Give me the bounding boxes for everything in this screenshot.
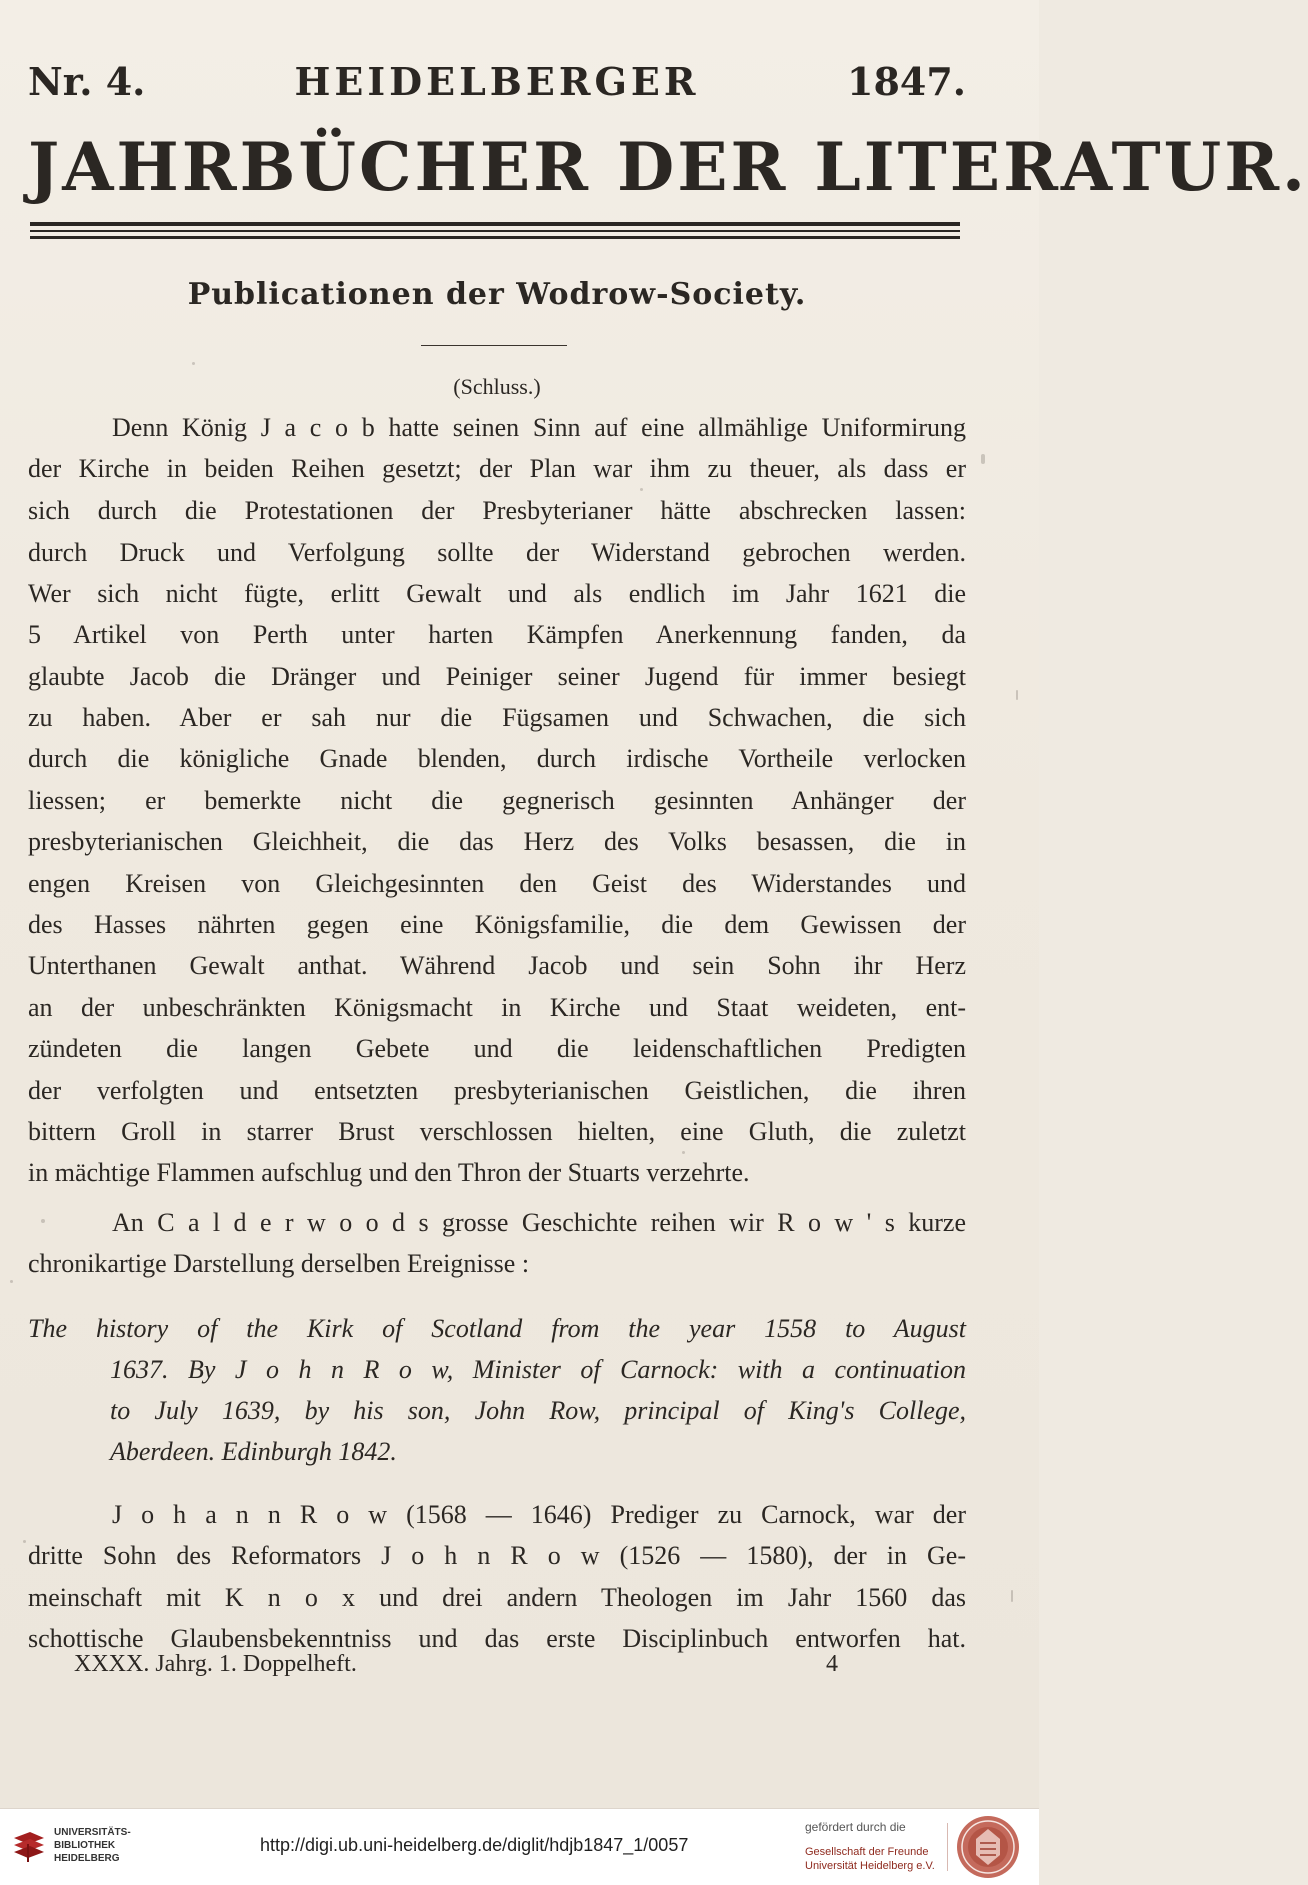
paragraph-three-line: meinschaft mit K n o x und drei andern Theologen im Jahr 1560 das: [28, 1583, 966, 1612]
body-line: durch Druck und Verfolgung sollte der Widerstand gebrochen werden.: [28, 538, 966, 567]
body-line: an der unbeschränkten Königsmacht in Kirche und Staat weideten, ent-: [28, 993, 966, 1022]
paper-speck: [41, 1219, 45, 1223]
sponsor-caption: gefördert durch die: [805, 1820, 906, 1834]
body-line: zu haben. Aber er sah nur die Fügsamen und Schwachen, die sich: [28, 703, 966, 732]
sponsor-name-line: Universität Heidelberg e.V.: [805, 1860, 935, 1872]
paragraph-three-line: J o h a n n R o w (1568 — 1646) Prediger zu Carnock, war der: [112, 1500, 966, 1529]
section-divider: [421, 345, 567, 346]
volume-label: XXXX. Jahrg. 1. Doppelheft.: [74, 1651, 357, 1677]
citation-line: 1637. By J o h n R o w, Minister of Carnock: with a continuation: [110, 1355, 966, 1384]
paragraph-two-line: An C a l d e r w o o d s grosse Geschichte reihen wir R o w ' s kurze: [112, 1208, 966, 1237]
body-line: bittern Groll in starrer Brust verschlossen hielten, eine Gluth, die zuletzt: [28, 1117, 966, 1146]
section-title: Publicationen der Wodrow-Society.: [187, 277, 807, 312]
library-name-line: HEIDELBERG: [54, 1853, 120, 1864]
page-footer: [74, 1646, 924, 1682]
paper-speck: [640, 488, 643, 491]
paper-speck: [1016, 690, 1018, 700]
paper-speck: [981, 454, 985, 464]
library-name-line: BIBLIOTHEK: [54, 1840, 116, 1851]
body-line: glaubte Jacob die Dränger und Peiniger seiner Jugend für immer besiegt: [28, 662, 966, 691]
body-line: in mächtige Flammen aufschlug und den Thron der Stuarts verzehrte.: [28, 1158, 750, 1187]
body-line: sich durch die Protestationen der Presbyterianer hätte abschrecken lassen:: [28, 496, 966, 525]
body-line: engen Kreisen von Gleichgesinnten den Geist des Widerstandes und: [28, 869, 966, 898]
body-line: der Kirche in beiden Reihen gesetzt; der Plan war ihm zu theuer, als dass er: [28, 454, 966, 483]
paper-speck: [23, 1540, 26, 1543]
issue-number: Nr. 4.: [28, 59, 146, 104]
body-line: 5 Artikel von Perth unter harten Kämpfen Anerkennung fanden, da: [28, 620, 966, 649]
body-line: liessen; er bemerkte nicht die gegnerisch gesinnten Anhänger der: [28, 786, 966, 815]
paper-speck: [1011, 1590, 1013, 1602]
sponsor-name-line: Gesellschaft der Freunde: [805, 1846, 929, 1858]
paper-speck: [232, 420, 234, 422]
continued-note: (Schluss.): [453, 374, 541, 399]
page-number: 4: [826, 1651, 838, 1677]
masthead-top: [28, 58, 966, 106]
body-line: Wer sich nicht fügte, erlitt Gewalt und als endlich im Jahr 1621 die: [28, 579, 966, 608]
library-name: [54, 1826, 184, 1865]
header-rule-middle: [30, 230, 960, 232]
citation-line: The history of the Kirk of Scotland from the year 1558 to August: [28, 1314, 966, 1343]
sponsor-block: [805, 1809, 1039, 1885]
book-stack-icon: [10, 1828, 48, 1866]
paper-speck: [192, 362, 195, 365]
body-line: zündeten die langen Gebete und die leidenschaftlichen Predigten: [28, 1034, 966, 1063]
body-line: Denn König J a c o b hatte seinen Sinn auf eine allmählige Uniformirung: [112, 413, 966, 442]
digitization-banner: [0, 1808, 1039, 1885]
citation-line: to July 1639, by his son, John Row, principal of King's College,: [110, 1396, 966, 1425]
university-seal-icon: [954, 1813, 1022, 1881]
body-line: der verfolgten und entsetzten presbyterianischen Geistlichen, die ihren: [28, 1076, 966, 1105]
sponsor-divider: [947, 1823, 948, 1871]
library-logo: [0, 1809, 190, 1885]
body-line: presbyterianischen Gleichheit, die das Herz des Volks besassen, die in: [28, 827, 966, 856]
journal-series: HEIDELBERGER: [294, 59, 700, 104]
paragraph-two-line: chronikartige Darstellung derselben Ereignisse :: [28, 1249, 530, 1278]
source-url[interactable]: http://digi.ub.uni-heidelberg.de/diglit/hdjb1847_1/0057: [260, 1835, 689, 1855]
body-line: Unterthanen Gewalt anthat. Während Jacob und sein Sohn ihr Herz: [28, 951, 966, 980]
paper-speck: [682, 1151, 685, 1154]
journal-title: JAHRBÜCHER DER LITERATUR.: [28, 128, 1308, 206]
body-line: des Hasses nährten gegen eine Königsfamilie, die dem Gewissen der: [28, 910, 966, 939]
library-name-line: UNIVERSITÄTS-: [54, 1827, 131, 1838]
paragraph-three-line: schottische Glaubensbekenntniss und das erste Disciplinbuch entworfen hat.: [28, 1624, 966, 1653]
header-rule-bottom: [30, 236, 960, 239]
paper-speck: [10, 1280, 13, 1283]
body-line: durch die königliche Gnade blenden, durch irdische Vortheile verlocken: [28, 744, 966, 773]
citation-line: Aberdeen. Edinburgh 1842.: [110, 1437, 397, 1466]
header-rule-top: [30, 222, 960, 226]
paragraph-three-line: dritte Sohn des Reformators J o h n R o w (1526 — 1580), der in Ge-: [28, 1541, 966, 1570]
publication-year: 1847.: [847, 59, 966, 104]
